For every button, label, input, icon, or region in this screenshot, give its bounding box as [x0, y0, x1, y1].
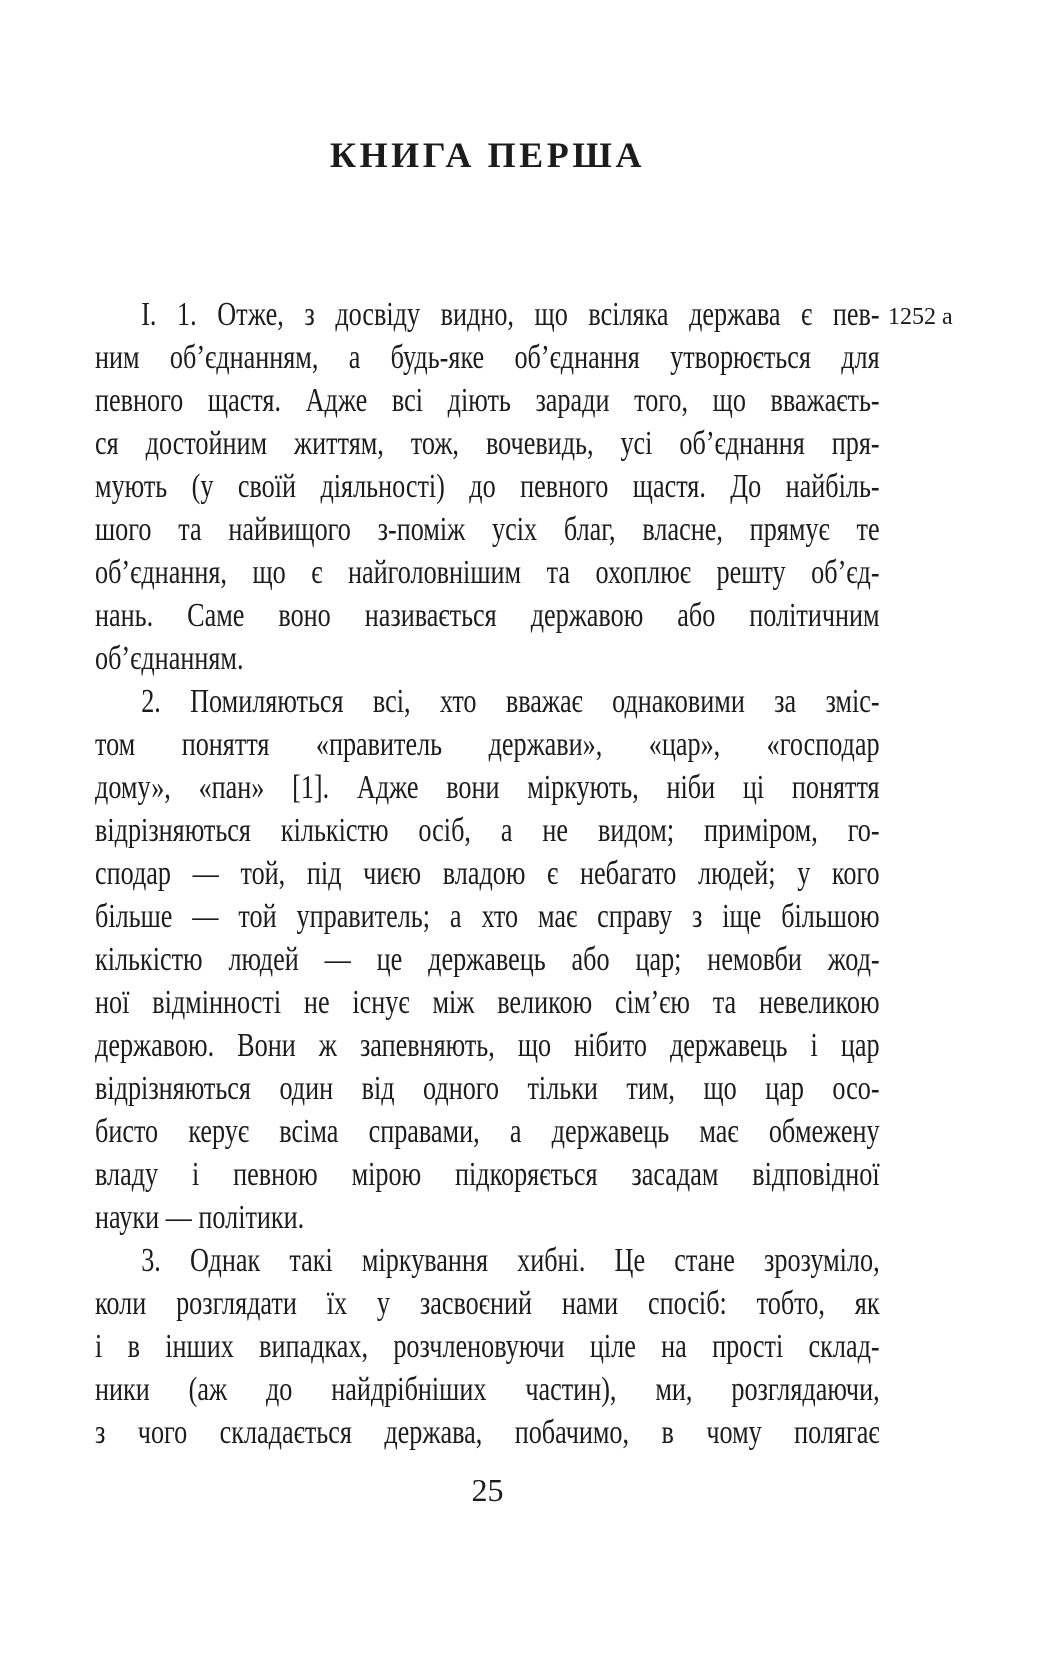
body-line: ники (аж до найдрібніших частин), ми, розглядаючи, [95, 1371, 880, 1408]
page-number: 25 [471, 1472, 504, 1508]
body-line: том поняття «правитель держави», «цар», «господар [95, 726, 880, 763]
body-line: ся достойним життям, тож, вочевидь, усі об’єднання пря- [95, 425, 880, 462]
body-line: нань. Саме воно називається державою або політичним [95, 597, 880, 634]
body-line: мують (у своїй діяльності) до певного щастя. До найбіль- [95, 468, 880, 505]
body-line: об’єднанням. [95, 640, 244, 677]
body-line: відрізняються кількістю осіб, а не видом; приміром, го- [95, 812, 880, 849]
body-line: владу і певною мірою підкоряється засадам відповідної [95, 1156, 880, 1193]
body-line: певного щастя. Адже всі діють заради того, що вважаєть- [95, 382, 880, 419]
body-line: ним об’єднанням, а будь-яке об’єднання утворюється для [95, 339, 880, 376]
body-line: більше — той управитель; а хто має справу з іще більшою [95, 898, 880, 935]
body-line: І. 1. Отже, з досвіду видно, що всіляка держава є пев- [141, 296, 880, 333]
body-line: і в інших випадках, розчленовуючи ціле на прості склад- [95, 1328, 880, 1365]
body-text [95, 293, 880, 1454]
body-line: з чого складається держава, побачимо, в чому полягає [95, 1414, 880, 1451]
bekker-number-margin-note: 1252 a [888, 304, 953, 330]
body-line: сподар — той, під чиєю владою є небагато людей; у кого [95, 855, 880, 892]
body-line: об’єднання, що є найголовнішим та охоплює решту об’єд- [95, 554, 880, 591]
body-line: шого та найвищого з-поміж усіх благ, власне, прямує те [95, 511, 880, 548]
chapter-heading: КНИГА ПЕРША [329, 135, 646, 175]
body-line: державою. Вони ж запевняють, що нібито державець і цар [95, 1027, 880, 1064]
body-line: дому», «пан» [1]. Адже вони міркують, ніби ці поняття [95, 769, 880, 806]
body-line: відрізняються один від одного тільки тим, що цар осо- [95, 1070, 880, 1107]
body-line: 3. Однак такі міркування хибні. Це стане зрозуміло, [141, 1242, 880, 1279]
body-line: коли розглядати їх у засвоєний нами спосіб: тобто, як [95, 1285, 880, 1322]
body-line: бисто керує всіма справами, а державець має обмежену [95, 1113, 880, 1150]
body-line: кількістю людей — це державець або цар; немовби жод- [95, 941, 880, 978]
body-line: 2. Помиляються всі, хто вважає однаковими за зміс- [141, 683, 880, 720]
body-line: ної відмінності не існує між великою сім’єю та невеликою [95, 984, 880, 1021]
body-line: науки — політики. [95, 1199, 305, 1236]
